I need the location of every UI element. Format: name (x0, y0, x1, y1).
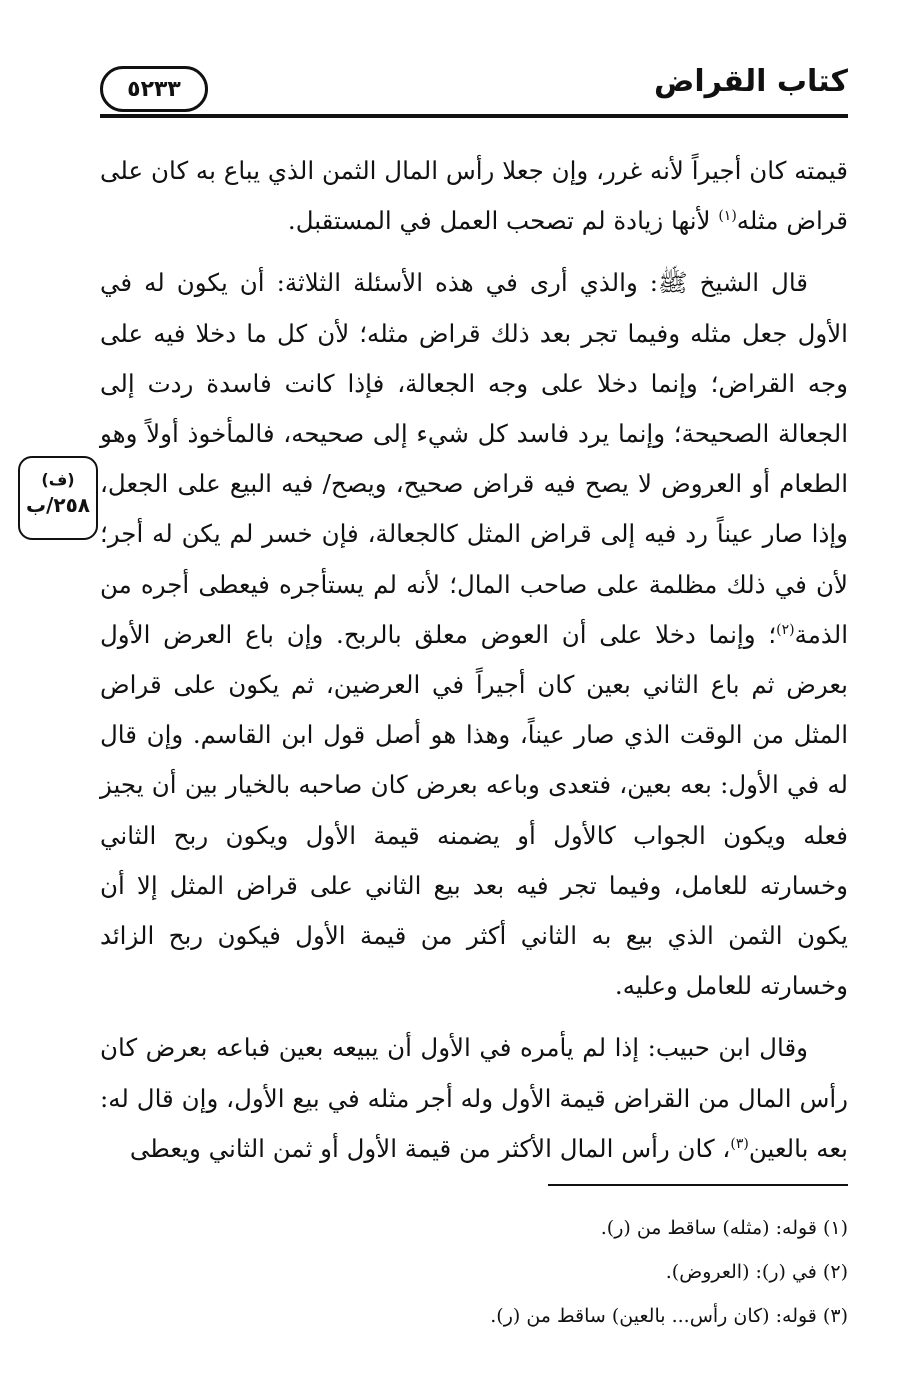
footnote-2: (٢) في (ر): (العروض). (665, 1261, 848, 1283)
footnote-ref-2: (٢) (776, 621, 795, 638)
paragraph-1-text-b: لأنها زيادة لم تصحب العمل في المستقبل. (287, 206, 719, 236)
footnote-ref-3: (٣) (730, 1135, 749, 1152)
footnote-1: (١) قوله: (مثله) ساقط من (ر). (600, 1217, 848, 1239)
footnotes (490, 1206, 848, 1338)
page-number: ٥٢٣٣ (127, 76, 181, 102)
paragraph-2-text-a: قال الشيخ ﷺ: والذي أرى في هذه الأسئلة الثلاثة: أن يكون له في الأول جعل مثله وفيما تجر بعد ذلك قراض مثله؛ لأن كل ما دخلا فيه على وجه القراض؛ وإنما دخلا على وجه الجعالة، فإذا كانت فاسدة ردت إلى الجعالة الصحيحة؛ وإنما يرد فاسد كل شيء إلى صحيحه، فالمأخوذ أولاً وهو الطعام أو العروض لا يصح فيه قراض صحيح، ويصح/ فيه البيع على الجعل، وإذا صار عيناً رد فيه إلى قراض المثل كالجعالة، فإن خسر لم يكن له أجر؛ لأن في ذلك مظلمة على صاحب المال؛ لأنه لم يستأجره فيعطى أجره من الذمة (100, 268, 848, 649)
paragraph-2-text-b: ؛ وإنما دخلا على أن العوض معلق بالربح. وإن باع العرض الأول بعرض ثم باع الثاني بعين كان أجيراً في العرضين، ثم يكون على قراض المثل من الوقت الذي صار عيناً، وهذا هو أصل قول ابن القاسم. وإن قال له في الأول: بعه بعين، فتعدى وباعه بعرض كان صاحبه بالخيار بين أن يجيز فعله ويكون الجواب كالأول أو يضمنه قيمة الأول ويكون ربح الثاني وخسارته للعامل، وفيما تجر فيه بعد بيع الثاني على قراض المثل إلا أن يكون الثمن الذي بيع به الثاني أكثر من قيمة الأول فيكون ربح الزائد وخسارته للعامل وعليه. (100, 619, 848, 1001)
paragraph-3-text-b: ، كان رأس المال الأكثر من قيمة الأول أو ثمن الثاني ويعطى (129, 1133, 731, 1163)
footnote-separator (548, 1184, 848, 1186)
header-rule (100, 114, 848, 118)
footnote-3: (٣) قوله: (كان رأس... بالعين) ساقط من (ر). (490, 1305, 848, 1327)
paragraph-1 (100, 146, 848, 246)
folio-number: ٢٥٨/ب (25, 493, 91, 517)
page-number-badge (100, 66, 208, 112)
footnote-ref-1: (١) (718, 208, 737, 225)
paragraph-1-text-a: قيمته كان أجيراً لأنه غرر، وإن جعلا رأس المال الثمن الذي يباع به كان على قراض مثله (100, 156, 848, 236)
manuscript-folio-note (18, 456, 98, 540)
folio-source: (ف) (41, 470, 75, 489)
paragraph-2 (100, 258, 848, 1011)
chapter-title: كتاب القراض (654, 64, 848, 99)
paragraph-3-text-a: وقال ابن حبيب: إذا لم يأمره في الأول أن يبيعه بعين فباعه بعرض كان رأس المال من القراض قيمة الأول وله أجر مثله في بيع الأول، وإن قال له: بعه بالعين (100, 1033, 848, 1163)
paragraph-3 (100, 1023, 848, 1174)
main-text (100, 146, 848, 1174)
